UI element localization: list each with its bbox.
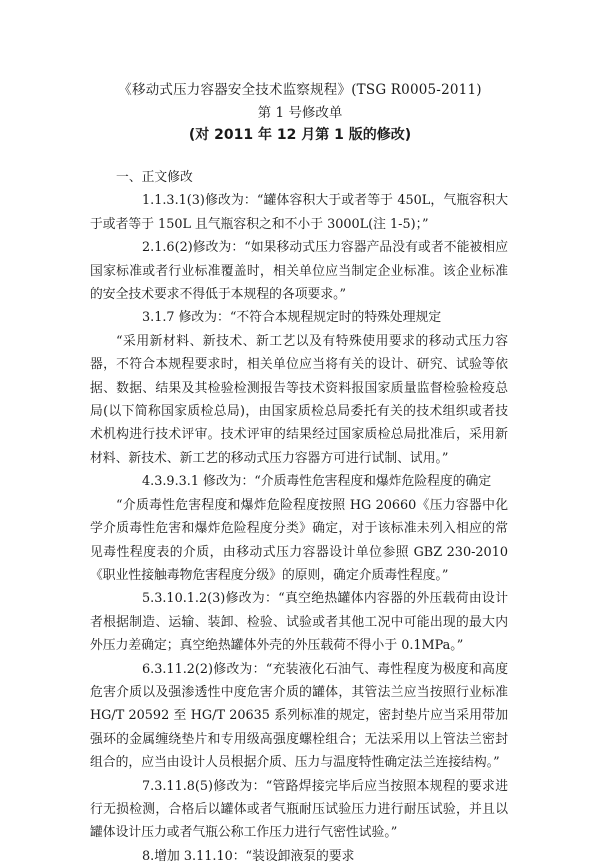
amendment-scope: (对 2011 年 12 月第 1 版的修改): [188, 127, 412, 143]
document-title: 《移动式压力容器安全技术监察规程》(TSG R0005-2011): [118, 82, 482, 98]
item-text: 1.6(2)修改为：“如果移动式压力容器产品没有或者不能被相应国家标准或者行业标准覆盖时，相关单位应当制定企业标准。该企业标准的安全技术要求不得低于本规程的各项要求。”: [90, 240, 508, 303]
amendment-number: 第 1 号修改单: [257, 105, 343, 121]
item-number: 4.: [142, 474, 155, 490]
item-text: 3.10.1.2(3)修改为：“真空绝热罐体内容器的外压载荷由设计者根据制造、运输、装卸、检验、试验或者其他工况中可能出现的最大内外压力差确定；真空绝热罐体外壳的外压载荷不得小于 0.1MPa。”: [90, 591, 508, 654]
item-number: 6.: [142, 661, 155, 677]
item-paragraph: “介质毒性危害程度和爆炸危险程度按照 HG 20660《压力容器中化学介质毒性危害和爆炸危险程度分类》确定，对于该标准未列入相应的常见毒性程度表的介质，由移动式压力容器设计单位参照 GBZ 230-2010《职业性接触毒物危害程度分级》的原则，确定介质毒性程度。”: [90, 497, 508, 583]
item-text: 3.11.8(5)修改为：“管路焊接完毕后应当按照本规程的要求进行无损检测，合格后以罐体或者气瓶耐压试验压力进行耐压试验，并且以罐体设计压力或者气瓶公称工作压力进行气密性试验。”: [90, 778, 508, 841]
item-number: 1.: [142, 193, 155, 209]
list-item: [90, 587, 508, 657]
document-body: [90, 166, 508, 868]
item-text: 增加 3.11.10：“装设卸液泵的要求: [154, 848, 355, 864]
list-item: [90, 845, 508, 868]
item-number: 2.: [142, 240, 155, 256]
item-number: 7.: [142, 778, 155, 794]
list-item: [90, 470, 508, 493]
item-text: 1.3.1(3)修改为：“罐体容积大于或者等于 450L，气瓶容积大于或者等于 150L 且气瓶容积之和不小于 3000L(注 1-5)；”: [90, 193, 508, 232]
item-number: 5.: [142, 591, 155, 607]
section-heading: 一、正文修改: [116, 170, 193, 185]
list-item: [90, 306, 508, 329]
list-item: [90, 236, 508, 306]
item-number: 3.: [142, 310, 155, 326]
item-text: 1.7 修改为：“不符合本规程规定时的特殊处理规定: [154, 310, 442, 326]
list-item: [90, 658, 508, 775]
item-number: 8.: [142, 848, 155, 864]
list-item: [90, 775, 508, 845]
item-text: 3.11.2(2)修改为：“充装液化石油气、毒性程度为极度和高度危害介质以及强渗透性中度危害介质的罐体，其管法兰应当按照行业标准 HG/T 20592 至 HG/T 20635 系列标准的规定，密封垫片应当采用带加强环的金属缠绕垫片和专用级高强度螺栓组合；无法采用以上管法兰密封组合的，应当由设计人员根据介质、压力与温度特性确定法兰连接结构。”: [90, 661, 508, 771]
item-paragraph: “采用新材料、新技术、新工艺以及有特殊使用要求的移动式压力容器，不符合本规程要求时，相关单位应当将有关的设计、研究、试验等依据、数据、结果及其检验检测报告等技术资料报国家质量监督检验检疫总局(以下简称国家质检总局)，由国家质检总局委托有关的技术组织或者技术机构进行技术评审。技术评审的结果经过国家质检总局批准后，采用新材料、新技术、新工艺的移动式压力容器方可进行试制、试用。”: [90, 333, 508, 466]
list-item: [90, 189, 508, 236]
item-text: 3.9.3.1 修改为：“介质毒性危害程度和爆炸危险程度的确定: [154, 474, 492, 490]
